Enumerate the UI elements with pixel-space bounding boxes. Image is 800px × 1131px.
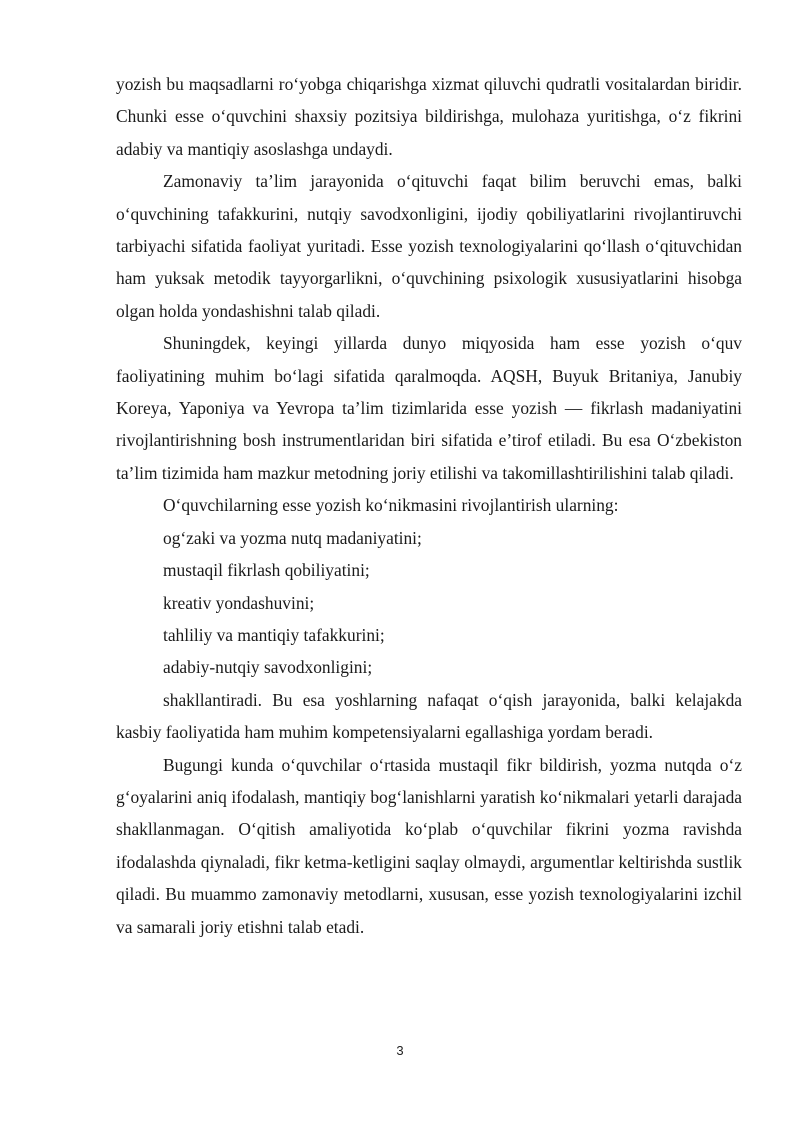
paragraph-current-problem: Bugungi kunda o‘quvchilar o‘rtasida mustaqil fikr bildirish, yozma nutqda o‘z g‘oyalarini aniq ifodalash, mantiqiy bog‘lanishlarni yaratish ko‘nikmalari yetarli darajada shakllanmagan. O‘qitish amaliyotida ko‘plab o‘quvchilar fikrini yozma ravishda ifodalashda qiynaladi, fikr ketma-ketligini saqlay olmaydi, argumentlar keltirishda sustlik qiladi. Bu muammo zamonaviy metodlarni, xususan, esse yozish texnologiyalarini izchil va samarali joriy etishni talab etadi. xyxy=(116,754,742,937)
list-item: og‘zaki va yozma nutq madaniyatini; xyxy=(163,527,422,548)
document-body xyxy=(116,68,742,943)
list-item: tahliliy va mantiqiy tafakkurini; xyxy=(163,624,385,645)
paragraph-list-intro: O‘quvchilarning esse yozish ko‘nikmasini rivojlantirish ularning: xyxy=(163,495,619,516)
paragraph-world-practice: Shuningdek, keyingi yillarda dunyo miqyosida ham esse yozish o‘quv faoliyatining muhim bo‘lagi sifatida qaralmoqda. AQSH, Buyuk Britaniya, Janubiy Koreya, Yaponiya va Yevropa ta’lim tizimlarida esse yozish — fikrlash madaniyatini rivojlantirishning bosh instrumentlaridan biri sifatida e’tirof etiladi. Bu esa O‘zbekiston ta’lim tizimida ham mazkur metodning joriy etilishi va takomillashtirilishini talab qiladi. xyxy=(116,333,742,483)
paragraph-list-outcome: shakllantiradi. Bu esa yoshlarning nafaqat o‘qish jarayonida, balki kelajakda kasbiy faoliyatida ham muhim kompetensiyalarni egallashiga yordam beradi. xyxy=(116,689,742,743)
paragraph-continuation: yozish bu maqsadlarni ro‘yobga chiqarishga xizmat qiluvchi qudratli vositalardan biridir. Chunki esse o‘quvchini shaxsiy pozitsiya bildirishga, mulohaza yuritishga, o‘z fikrini adabiy va mantiqiy asoslashga undaydi. xyxy=(116,74,742,159)
paragraph-modern-education: Zamonaviy ta’lim jarayonida o‘qituvchi faqat bilim beruvchi emas, balki o‘quvchining tafakkurini, nutqiy savodxonligini, ijodiy qobiliyatlarini rivojlantiruvchi tarbiyachi sifatida faoliyat yuritadi. Esse yozish texnologiyalarini qo‘llash o‘qituvchidan ham yuksak metodik tayyorgarlikni, o‘quvchining psixologik xususiyatlarini hisobga olgan holda yondashishni talab qiladi. xyxy=(116,171,742,321)
list-item: adabiy-nutqiy savodxonligini; xyxy=(163,657,373,678)
list-item: kreativ yondashuvini; xyxy=(163,592,315,613)
list-item: mustaqil fikrlash qobiliyatini; xyxy=(163,560,370,581)
page-number: 3 xyxy=(396,1043,404,1058)
